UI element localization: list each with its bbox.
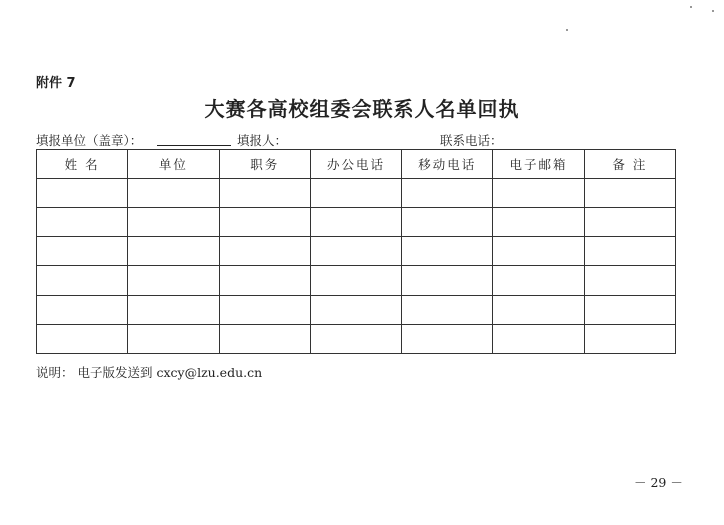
table-cell [493, 295, 584, 324]
contact-table [36, 149, 676, 354]
unit-label: 填报单位（盖章）： [36, 133, 143, 148]
table-cell [310, 179, 401, 208]
note [36, 363, 262, 381]
table-cell [219, 208, 310, 237]
table-cell [402, 324, 493, 353]
scan-speck [566, 29, 568, 31]
phone-label: 联系电话： [440, 133, 503, 148]
table-cell [493, 266, 584, 295]
table-cell [128, 179, 219, 208]
table-cell [310, 295, 401, 324]
table-cell [128, 208, 219, 237]
scan-speck [712, 10, 714, 12]
table-header-row [37, 150, 676, 179]
table-cell [584, 295, 675, 324]
table-cell [219, 237, 310, 266]
table-cell [128, 324, 219, 353]
table-cell [402, 266, 493, 295]
table-cell [219, 179, 310, 208]
filler-label: 填报人： [237, 133, 288, 148]
table-cell [493, 179, 584, 208]
table-row [37, 237, 676, 266]
header-position: 职务 [219, 150, 310, 179]
table-cell [128, 266, 219, 295]
fill-in-line [36, 131, 676, 149]
table-cell [310, 208, 401, 237]
table-cell [310, 237, 401, 266]
table-cell [37, 266, 128, 295]
table-cell [584, 324, 675, 353]
table-cell [37, 295, 128, 324]
table-cell [584, 179, 675, 208]
table-cell [402, 179, 493, 208]
table-cell [584, 266, 675, 295]
table-row [37, 295, 676, 324]
table-body [37, 179, 676, 354]
table-row [37, 179, 676, 208]
table-cell [128, 295, 219, 324]
page-number: － 29 － [634, 475, 683, 490]
header-email: 电子邮箱 [493, 150, 584, 179]
table-cell [493, 324, 584, 353]
table-cell [37, 179, 128, 208]
table-cell [402, 208, 493, 237]
table-cell [37, 324, 128, 353]
header-unit: 单位 [128, 150, 219, 179]
table-row [37, 324, 676, 353]
scan-speck [690, 6, 692, 8]
table-cell [219, 295, 310, 324]
table-cell [219, 324, 310, 353]
table-cell [493, 208, 584, 237]
unit-blank-line [157, 145, 231, 146]
document-title: 大赛各高校组委会联系人名单回执 [204, 97, 520, 121]
table-row [37, 208, 676, 237]
header-office-phone: 办公电话 [310, 150, 401, 179]
table-cell [310, 324, 401, 353]
table-cell [128, 237, 219, 266]
attachment-label: 附件 7 [36, 76, 76, 91]
table-cell [219, 266, 310, 295]
table-cell [402, 237, 493, 266]
header-mobile-phone: 移动电话 [402, 150, 493, 179]
table-cell [402, 295, 493, 324]
note-email: cxcy@lzu.edu.cn [156, 365, 263, 380]
table-cell [584, 237, 675, 266]
note-prefix: 说明： 电子版发送到 [36, 365, 157, 380]
table-cell [493, 237, 584, 266]
table-cell [37, 237, 128, 266]
header-remarks: 备 注 [584, 150, 675, 179]
table-row [37, 266, 676, 295]
table-cell [310, 266, 401, 295]
table-cell [37, 208, 128, 237]
table-cell [584, 208, 675, 237]
header-name: 姓 名 [37, 150, 128, 179]
